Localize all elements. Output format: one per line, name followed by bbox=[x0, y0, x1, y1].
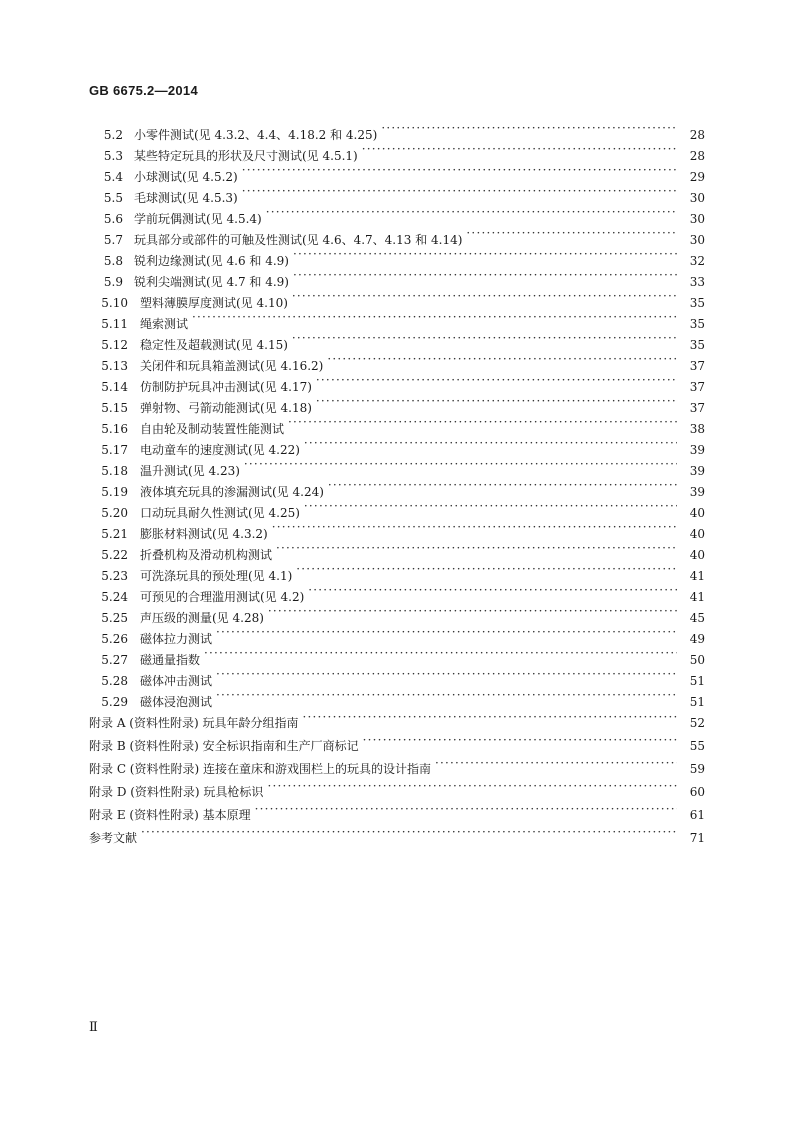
toc-entry[interactable] bbox=[89, 821, 705, 844]
toc-entry[interactable] bbox=[89, 706, 705, 729]
toc-leader-dots bbox=[267, 775, 677, 796]
toc-entry-title: 塑料薄膜厚度测试(见 4.10) bbox=[140, 296, 288, 310]
toc-entry-title: 膨胀材料测试(见 4.3.2) bbox=[140, 527, 268, 541]
toc-entry[interactable] bbox=[89, 496, 705, 520]
toc-entry[interactable] bbox=[89, 643, 705, 667]
toc-entry-title: 小零件测试(见 4.3.2、4.4、4.18.2 和 4.25) bbox=[134, 128, 378, 142]
toc-entry-page: 32 bbox=[689, 254, 705, 268]
toc-entry-title: 附录 E (资料性附录) 基本原理 bbox=[89, 808, 251, 822]
toc-entry-title: 附录 B (资料性附录) 安全标识指南和生产厂商标记 bbox=[89, 739, 359, 753]
toc-entry-number: 5.8 bbox=[103, 254, 123, 268]
toc-entry[interactable] bbox=[89, 433, 705, 457]
toc-entry[interactable] bbox=[89, 412, 705, 436]
toc-leader-dots bbox=[466, 223, 677, 244]
toc-entry-title: 弹射物、弓箭动能测试(见 4.18) bbox=[140, 401, 312, 415]
toc-entry-page: 45 bbox=[689, 611, 705, 625]
toc-entry[interactable] bbox=[89, 181, 705, 205]
toc-entry-number: 5.6 bbox=[103, 212, 123, 226]
toc-entry[interactable] bbox=[89, 538, 705, 562]
toc-entry-page: 28 bbox=[689, 149, 705, 163]
toc-entry[interactable] bbox=[89, 601, 705, 625]
toc-leader-dots bbox=[141, 821, 677, 842]
toc-entry-page: 33 bbox=[689, 275, 705, 289]
toc-entry-title: 绳索测试 bbox=[140, 317, 189, 331]
toc-entry-number: 5.28 bbox=[101, 674, 128, 688]
toc-entry-page: 51 bbox=[689, 695, 705, 709]
toc-entry-title: 口动玩具耐久性测试(见 4.25) bbox=[140, 506, 300, 520]
toc-entry-title: 关闭件和玩具箱盖测试(见 4.16.2) bbox=[140, 359, 324, 373]
toc-entry-number: 5.11 bbox=[101, 317, 128, 331]
toc-entry-page: 40 bbox=[689, 506, 705, 520]
toc-leader-dots bbox=[204, 643, 677, 664]
toc-entry[interactable] bbox=[89, 139, 705, 163]
toc-entry[interactable] bbox=[89, 729, 705, 752]
toc-entry-page: 60 bbox=[689, 785, 705, 799]
toc-entry-number: 5.23 bbox=[101, 569, 128, 583]
toc-leader-dots bbox=[304, 433, 677, 454]
toc-entry-number: 5.14 bbox=[101, 380, 128, 394]
toc-leader-dots bbox=[316, 370, 677, 391]
toc-entry-title: 附录 C (资料性附录) 连接在童床和游戏围栏上的玩具的设计指南 bbox=[89, 762, 431, 776]
toc-leader-dots bbox=[216, 685, 677, 706]
toc-leader-dots bbox=[363, 729, 677, 750]
toc-entry-page: 40 bbox=[689, 527, 705, 541]
toc-leader-dots bbox=[302, 706, 677, 727]
toc-leader-dots bbox=[255, 798, 677, 819]
toc-entry-page: 71 bbox=[689, 831, 705, 845]
document-id: GB 6675.2—2014 bbox=[89, 83, 198, 98]
toc-leader-dots bbox=[435, 752, 677, 773]
toc-entry-page: 38 bbox=[689, 422, 705, 436]
toc-entry[interactable] bbox=[89, 349, 705, 373]
toc-entry-page: 39 bbox=[689, 464, 705, 478]
toc-entry[interactable] bbox=[89, 265, 705, 289]
toc-leader-dots bbox=[272, 517, 677, 538]
toc-entry-title: 磁通量指数 bbox=[140, 653, 201, 667]
toc-entry-number: 5.17 bbox=[101, 443, 128, 457]
toc-leader-dots bbox=[276, 538, 677, 559]
toc-entry-number: 5.18 bbox=[101, 464, 128, 478]
toc-entry-number: 5.16 bbox=[101, 422, 128, 436]
toc-entry-title: 仿制防护玩具冲击测试(见 4.17) bbox=[140, 380, 312, 394]
toc-entry-page: 61 bbox=[689, 808, 705, 822]
toc-leader-dots bbox=[362, 139, 677, 160]
toc-entry-number: 5.3 bbox=[103, 149, 123, 163]
toc-entry-title: 温升测试(见 4.23) bbox=[140, 464, 240, 478]
toc-entry-number: 5.26 bbox=[101, 632, 128, 646]
toc-entry[interactable] bbox=[89, 685, 705, 709]
toc-entry[interactable] bbox=[89, 160, 705, 184]
toc-entry-page: 41 bbox=[689, 590, 705, 604]
toc-entry[interactable] bbox=[89, 118, 705, 142]
toc-entry-title: 小球测试(见 4.5.2) bbox=[134, 170, 238, 184]
toc-entry-number: 5.2 bbox=[103, 128, 123, 142]
toc-entry[interactable] bbox=[89, 223, 705, 247]
toc-entry-page: 30 bbox=[689, 212, 705, 226]
toc-leader-dots bbox=[296, 559, 677, 580]
toc-leader-dots bbox=[316, 391, 677, 412]
toc-entry-page: 35 bbox=[689, 317, 705, 331]
toc-entry-page: 35 bbox=[689, 338, 705, 352]
toc-entry-title: 自由轮及制动装置性能测试 bbox=[140, 422, 285, 436]
toc-entry-page: 40 bbox=[689, 548, 705, 562]
toc-entry-title: 参考文献 bbox=[89, 831, 138, 845]
toc-entry[interactable] bbox=[89, 475, 705, 499]
toc-entry-title: 液体填充玩具的渗漏测试(见 4.24) bbox=[140, 485, 324, 499]
toc-leader-dots bbox=[292, 286, 677, 307]
toc-entry-title: 磁体拉力测试 bbox=[140, 632, 213, 646]
toc-entry-number: 5.29 bbox=[101, 695, 128, 709]
toc-entry-title: 可洗涤玩具的预处理(见 4.1) bbox=[140, 569, 293, 583]
toc-entry-number: 5.10 bbox=[101, 296, 128, 310]
toc-leader-dots bbox=[242, 160, 677, 181]
toc-entry-page: 50 bbox=[689, 653, 705, 667]
toc-entry-number: 5.13 bbox=[101, 359, 128, 373]
page-number: Ⅱ bbox=[89, 1020, 98, 1035]
toc-leader-dots bbox=[242, 181, 677, 202]
toc-leader-dots bbox=[327, 349, 677, 370]
toc-entry[interactable] bbox=[89, 202, 705, 226]
toc-leader-dots bbox=[293, 265, 677, 286]
toc-entry-page: 39 bbox=[689, 443, 705, 457]
toc-entry[interactable] bbox=[89, 798, 705, 821]
toc-entry-page: 37 bbox=[689, 401, 705, 415]
toc-entry-page: 30 bbox=[689, 233, 705, 247]
toc-entry-title: 稳定性及超载测试(见 4.15) bbox=[140, 338, 288, 352]
toc-entry-page: 35 bbox=[689, 296, 705, 310]
toc-entry-page: 29 bbox=[689, 170, 705, 184]
toc-leader-dots bbox=[288, 412, 677, 433]
toc-entry-number: 5.27 bbox=[101, 653, 128, 667]
toc-leader-dots bbox=[293, 244, 677, 265]
toc-entry[interactable] bbox=[89, 370, 705, 394]
toc-entry-title: 锐利尖端测试(见 4.7 和 4.9) bbox=[134, 275, 289, 289]
toc-entry-number: 5.4 bbox=[103, 170, 123, 184]
toc-entry-number: 5.22 bbox=[101, 548, 128, 562]
toc-leader-dots bbox=[268, 601, 677, 622]
toc-entry-title: 附录 A (资料性附录) 玩具年龄分组指南 bbox=[89, 716, 299, 730]
toc-entry-title: 玩具部分或部件的可触及性测试(见 4.6、4.7、4.13 和 4.14) bbox=[134, 233, 463, 247]
toc-leader-dots bbox=[216, 622, 677, 643]
table-of-contents bbox=[89, 118, 705, 844]
toc-entry-page: 39 bbox=[689, 485, 705, 499]
toc-entry-page: 51 bbox=[689, 674, 705, 688]
toc-entry-title: 学前玩偶测试(见 4.5.4) bbox=[134, 212, 262, 226]
toc-leader-dots bbox=[381, 118, 677, 139]
toc-entry-title: 某些特定玩具的形状及尺寸测试(见 4.5.1) bbox=[134, 149, 358, 163]
toc-entry-page: 28 bbox=[689, 128, 705, 142]
toc-entry[interactable] bbox=[89, 286, 705, 310]
toc-entry[interactable] bbox=[89, 622, 705, 646]
toc-leader-dots bbox=[216, 664, 677, 685]
toc-entry-title: 可预见的合理滥用测试(见 4.2) bbox=[140, 590, 305, 604]
toc-entry[interactable] bbox=[89, 391, 705, 415]
toc-entry-number: 5.7 bbox=[103, 233, 123, 247]
toc-entry-title: 声压级的测量(见 4.28) bbox=[140, 611, 264, 625]
toc-entry[interactable] bbox=[89, 752, 705, 775]
toc-entry-title: 磁体浸泡测试 bbox=[140, 695, 213, 709]
toc-entry-title: 电动童车的速度测试(见 4.22) bbox=[140, 443, 300, 457]
toc-entry[interactable] bbox=[89, 775, 705, 798]
toc-entry[interactable] bbox=[89, 580, 705, 604]
toc-entry-title: 附录 D (资料性附录) 玩具枪标识 bbox=[89, 785, 264, 799]
toc-entry-page: 37 bbox=[689, 380, 705, 394]
toc-entry-page: 55 bbox=[689, 739, 705, 753]
toc-leader-dots bbox=[304, 496, 677, 517]
toc-leader-dots bbox=[308, 580, 677, 601]
toc-entry-title: 折叠机构及滑动机构测试 bbox=[140, 548, 273, 562]
toc-leader-dots bbox=[292, 328, 677, 349]
toc-entry-number: 5.24 bbox=[101, 590, 128, 604]
toc-entry-page: 30 bbox=[689, 191, 705, 205]
toc-entry[interactable] bbox=[89, 244, 705, 268]
toc-entry-page: 52 bbox=[689, 716, 705, 730]
toc-entry-page: 41 bbox=[689, 569, 705, 583]
toc-entry-number: 5.20 bbox=[101, 506, 128, 520]
toc-leader-dots bbox=[328, 475, 677, 496]
toc-entry-number: 5.21 bbox=[101, 527, 128, 541]
toc-entry-number: 5.25 bbox=[101, 611, 128, 625]
toc-entry-title: 磁体冲击测试 bbox=[140, 674, 213, 688]
toc-entry[interactable] bbox=[89, 328, 705, 352]
toc-leader-dots bbox=[192, 307, 677, 328]
toc-entry[interactable] bbox=[89, 664, 705, 688]
toc-entry-title: 毛球测试(见 4.5.3) bbox=[134, 191, 238, 205]
toc-leader-dots bbox=[266, 202, 677, 223]
toc-entry[interactable] bbox=[89, 307, 705, 331]
toc-entry-number: 5.9 bbox=[103, 275, 123, 289]
toc-entry-title: 锐利边缘测试(见 4.6 和 4.9) bbox=[134, 254, 289, 268]
toc-entry-number: 5.19 bbox=[101, 485, 128, 499]
toc-entry-number: 5.5 bbox=[103, 191, 123, 205]
toc-entry[interactable] bbox=[89, 517, 705, 541]
toc-leader-dots bbox=[244, 454, 677, 475]
toc-entry-page: 49 bbox=[689, 632, 705, 646]
toc-entry-number: 5.12 bbox=[101, 338, 128, 352]
toc-entry[interactable] bbox=[89, 454, 705, 478]
toc-entry-page: 37 bbox=[689, 359, 705, 373]
toc-entry-page: 59 bbox=[689, 762, 705, 776]
toc-entry-number: 5.15 bbox=[101, 401, 128, 415]
toc-entry[interactable] bbox=[89, 559, 705, 583]
